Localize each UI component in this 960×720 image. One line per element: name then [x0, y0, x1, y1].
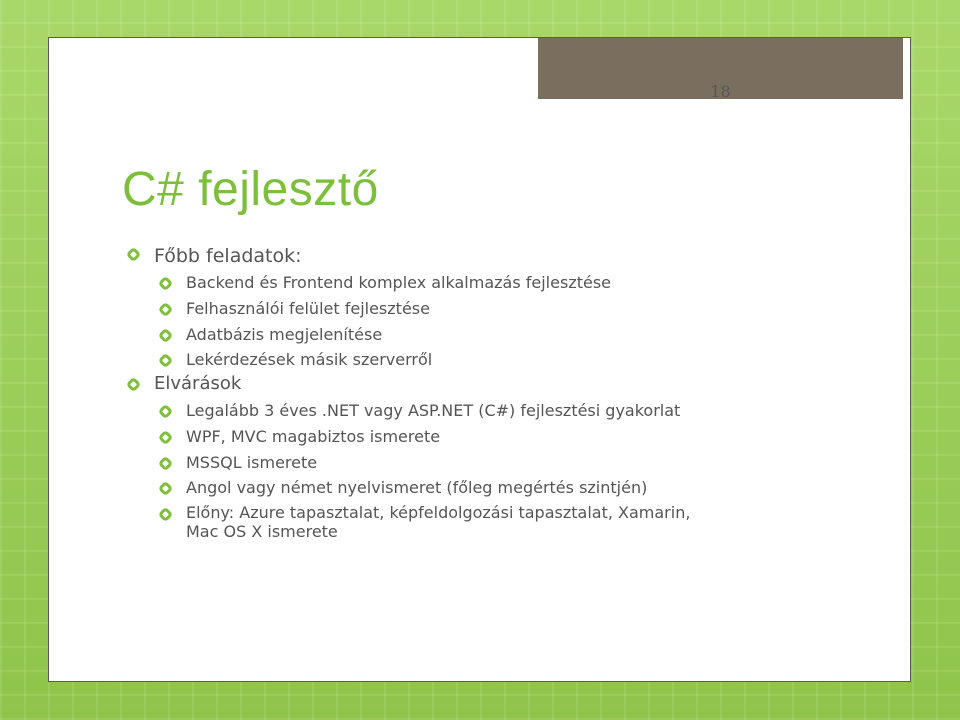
list-item: WPF, MVC magabiztos ismerete [186, 427, 441, 446]
section-heading-tasks: Főbb feladatok: [154, 245, 302, 267]
section-heading-requirements: Elvárások [154, 373, 242, 394]
list-item: MSSQL ismerete [186, 453, 318, 472]
list-item: Angol vagy német nyelvismeret (főleg megértés szintjén) [186, 478, 648, 497]
slide-title: C# fejlesztő [122, 163, 379, 216]
list-item: Lekérdezések másik szerverről [186, 350, 433, 369]
list-item: Előny: Azure tapasztalat, képfeldolgozási tapasztalat, Xamarin, [186, 503, 691, 522]
list-item: Backend és Frontend komplex alkalmazás fejlesztése [186, 273, 611, 292]
list-item: Legalább 3 éves .NET vagy ASP.NET (C#) fejlesztési gyakorlat [186, 401, 681, 420]
page-number-tab [535, 38, 906, 102]
page-number: 18 [710, 82, 731, 101]
slide [48, 37, 911, 682]
list-item: Felhasználói felület fejlesztése [186, 299, 430, 318]
list-item: Adatbázis megjelenítése [186, 325, 383, 344]
list-item-continuation: Mac OS X ismerete [186, 522, 338, 541]
